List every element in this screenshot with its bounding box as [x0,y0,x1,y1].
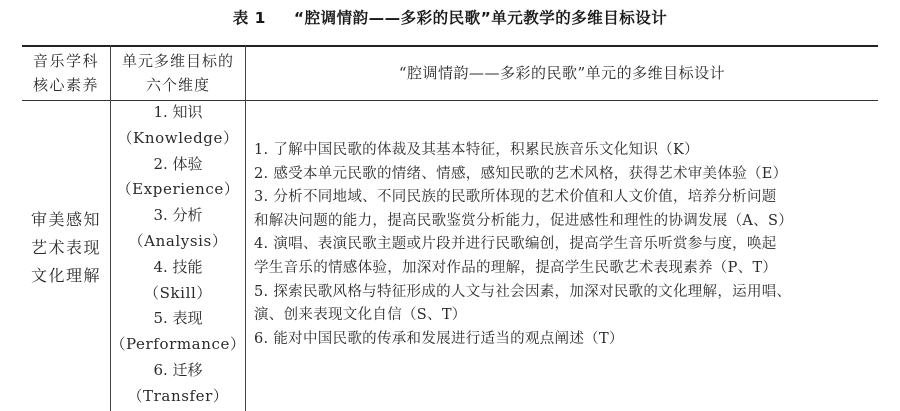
header-dims-line-1: 单元多维目标的 [121,52,234,70]
table-caption [0,6,900,28]
goal-line: 1. 了解中国民歌的体裁及其基本特征，积累民族音乐文化知识（K） [254,142,699,158]
dimension-2-zh: 2. 体验 [153,154,203,173]
table-title: “腔调情韵——多彩的民歌”单元教学的多维目标设计 [293,9,668,27]
dimension-1-en: （Knowledge） [117,128,239,147]
goal-line: 4. 演唱、表演民歌主题或片段并进行民歌编创，提高学生音乐听赏参与度，唤起 [254,236,777,253]
dimension-4-en: （Skill） [144,283,212,302]
core-literacy-line-1: 审美感知 [30,210,101,229]
table-number: 表 1 [232,9,266,27]
dimension-3-en: （Analysis） [128,231,228,250]
dimension-4-zh: 4. 技能 [153,257,203,276]
header-core-literacy [22,47,110,99]
goal-line: 2. 感受本单元民歌的情绪、情感，感知民歌的艺术风格，获得艺术审美体验（E） [254,165,788,182]
goal-line: 6. 能对中国民歌的传承和发展进行适当的观点阐述（T） [254,330,624,347]
header-goals [246,47,878,99]
dimension-3-zh: 3. 分析 [153,206,203,225]
core-literacy-line-2: 艺术表现 [30,238,101,257]
goal-line: 学生音乐的情感体验，加深对作品的理解，提高学生民歌艺术表现素养（P、T） [254,259,778,276]
dimensions-cell [111,100,245,410]
core-literacy-cell [22,206,110,290]
goal-line: 和解决问题的能力，提高民歌鉴赏分析能力，促进感性和理性的协调发展（A、S） [254,212,794,229]
goals-cell [254,139,876,351]
header-core-line-1: 音乐学科 [32,52,99,70]
header-dims-line-2: 六个维度 [145,76,210,94]
dimension-6-en: （Transfer） [127,386,229,405]
dimension-2-en: （Experience） [116,180,240,199]
goal-line: 5. 探索民歌风格与特征形成的人文与社会因素，加深对民歌的文化理解，运用唱、 [254,283,792,300]
dimension-6-zh: 6. 迁移 [153,360,203,379]
dimension-5-en: （Performance） [110,335,246,354]
core-literacy-line-3: 文化理解 [30,266,101,285]
header-core-line-2: 核心素养 [32,76,99,94]
dimension-1-zh: 1. 知识 [153,103,203,121]
goal-line: 3. 分析不同地域、不同民族的民歌所体现的艺术价值和人文价值，培养分析问题 [254,189,777,206]
header-goals-text: “腔调情韵——多彩的民歌”单元的多维目标设计 [398,64,726,82]
goal-line: 演、创来表现文化自信（S、T） [254,307,467,324]
header-dimensions [111,47,245,99]
dimension-5-zh: 5. 表现 [153,309,203,328]
